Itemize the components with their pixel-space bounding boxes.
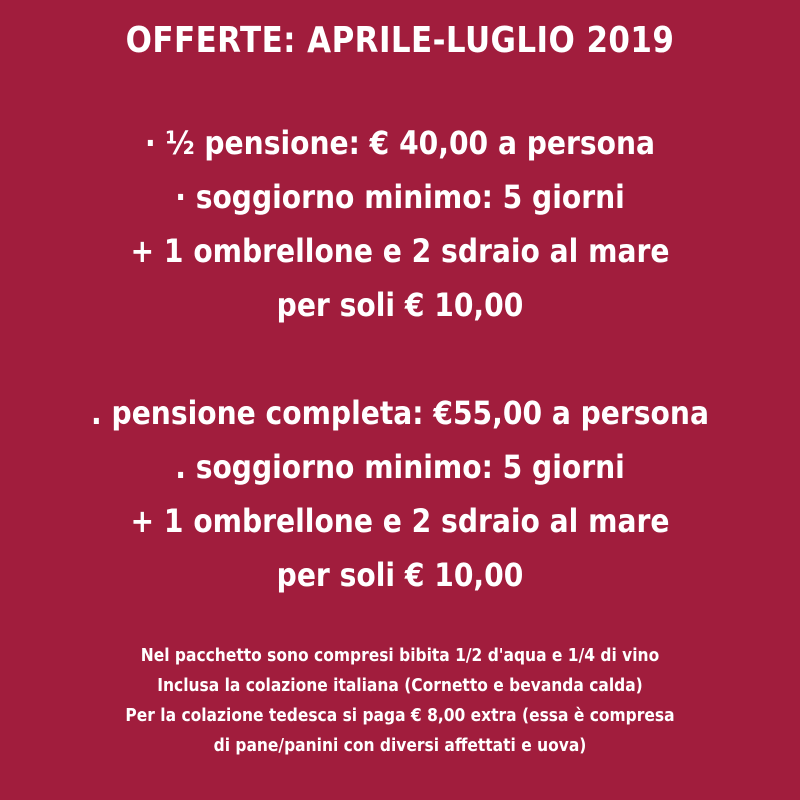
offer-line-extra-price: per soli € 10,00 bbox=[276, 556, 524, 594]
offer-line-beach-extra: + 1 ombrellone e 2 sdraio al mare bbox=[130, 232, 670, 270]
offer-line-extra-price: per soli € 10,00 bbox=[276, 286, 524, 324]
note-german-breakfast: Per la colazione tedesca si paga € 8,00 extra (essa è compresa bbox=[125, 705, 675, 726]
offer-line-beach-extra: + 1 ombrellone e 2 sdraio al mare bbox=[130, 502, 670, 540]
offer-line-price: . pensione completa: €55,00 a persona bbox=[91, 394, 709, 432]
note-german-breakfast-contents: di pane/panini con diversi affettati e uova) bbox=[213, 735, 587, 756]
package-notes bbox=[0, 641, 800, 761]
note-italian-breakfast: Inclusa la colazione italiana (Cornetto e bevanda calda) bbox=[157, 675, 643, 696]
offer-line-minimum-stay: . soggiorno minimo: 5 giorni bbox=[175, 448, 625, 486]
poster-title: OFFERTE: APRILE-LUGLIO 2019 bbox=[125, 20, 675, 61]
offer-line-price: · ½ pensione: € 40,00 a persona bbox=[144, 124, 656, 162]
offer-line-minimum-stay: · soggiorno minimo: 5 giorni bbox=[175, 178, 625, 216]
offer-half-board bbox=[0, 116, 800, 332]
note-drinks: Nel pacchetto sono compresi bibita 1/2 d'aqua e 1/4 di vino bbox=[140, 645, 660, 666]
offer-full-board bbox=[0, 386, 800, 602]
